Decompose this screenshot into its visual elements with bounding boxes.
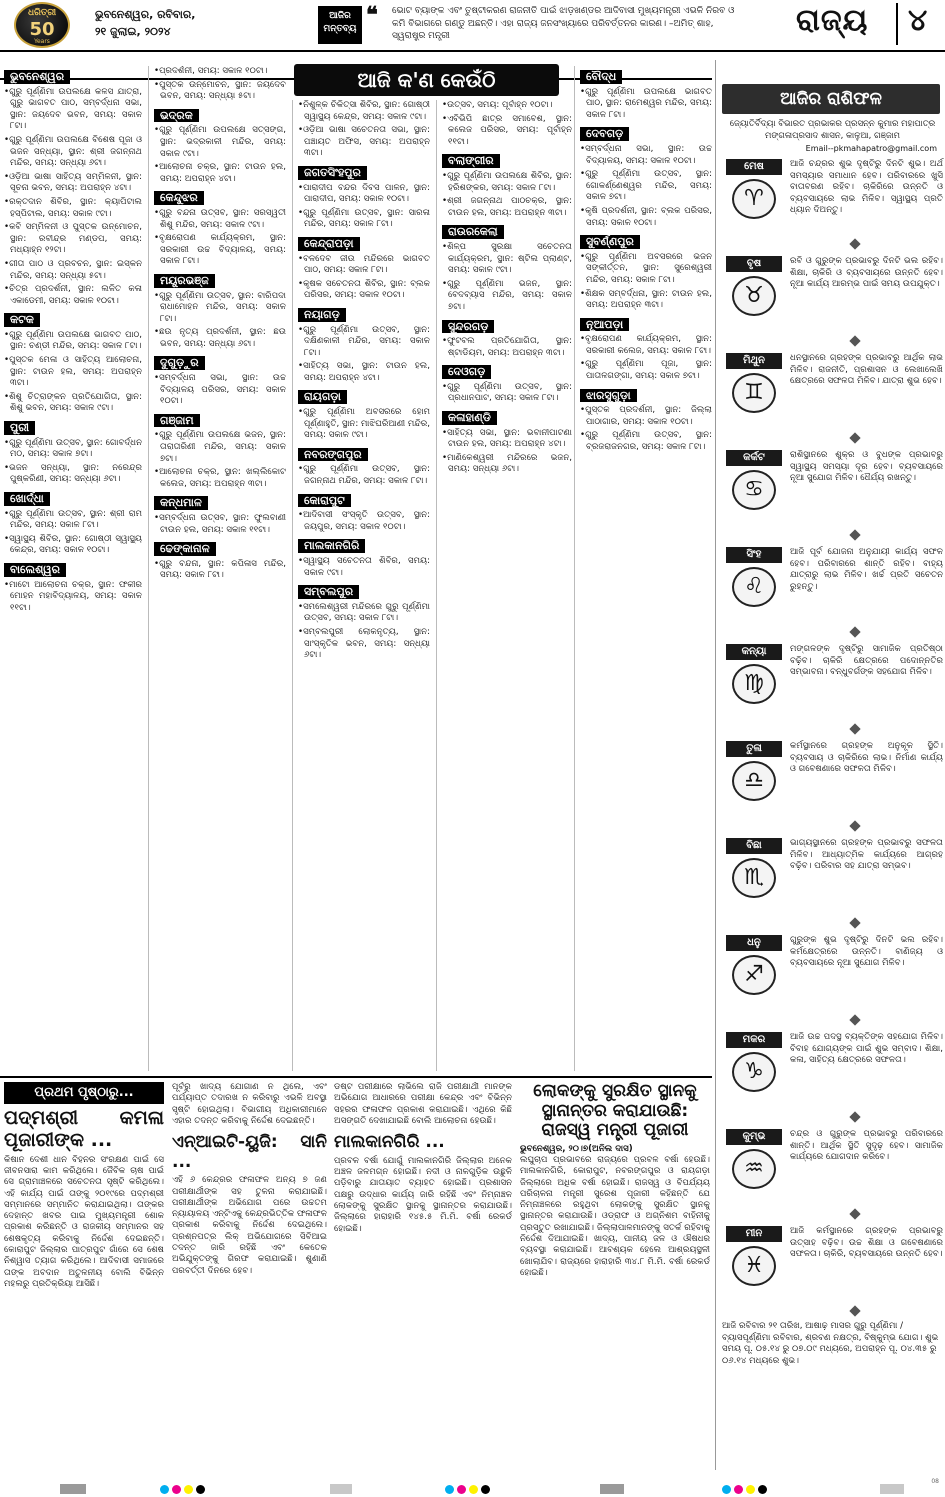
astrologer-name: ଜ୍ୟୋତିର୍ବିଦ୍ୟା ବିଭାରତ ପ୍ରଭାକର ପ୍ରସନ୍ନ କୁମାର ମହାପାତ୍ର	[729, 119, 936, 129]
continued-from-front-page-tag: ପ୍ରଥମ ପୃଷ୍ଠାରୁ...	[4, 1082, 164, 1104]
event-item: • ଓଡ଼ିଆ ଭାଷା ସାହିତ୍ୟ ସମ୍ମିଳନୀ, ସ୍ଥାନ: ସୂଚନା ଭବନ, ସମୟ: ଅପରାହ୍ନ ୪ଟା।	[4, 172, 142, 195]
event-item: • ସମ୍ବର୍ଦ୍ଧନା ଉତ୍ସବ, ସ୍ଥାନ: ଫୁଲବାଣୀ ଟାଉନ ହଲ, ସମୟ: ସକାଳ ୧୧ଟା।	[154, 513, 286, 536]
zodiac-sign-name: ବୃଷ	[726, 256, 782, 272]
event-item: • ଆଦିବାସୀ ସଂସ୍କୃତି ଉତ୍ସବ, ସ୍ଥାନ: ଜୟପୁର, ସମୟ: ସକାଳ ୧୦ଟା।	[298, 510, 430, 533]
location-heading: ଗଞ୍ଜାମ	[154, 414, 200, 428]
registration-bar	[60, 1484, 86, 1494]
location-heading: ଦେବଗଡ଼	[580, 127, 629, 141]
events-column	[436, 100, 572, 1071]
logo-title: ଧରିତ୍ରୀ	[27, 8, 57, 18]
separator-diamond-icon	[849, 723, 860, 734]
event-item: • ଗୁରୁ ପୂର୍ଣ୍ଣିମା ଅବସରରେ ହୋମ ପୂର୍ଣ୍ଣାହୁତି, ସ୍ଥାନ: ମାଝିଘରିଆଣୀ ମନ୍ଦିର, ସମୟ: ସକାଳ ୯ଟା।	[298, 407, 430, 442]
location-heading: ଢେଙ୍କାନାଳ	[154, 542, 216, 556]
libra-icon: ♎	[732, 761, 776, 801]
event-item: • ଗୁରୁ ପୂର୍ଣ୍ଣିମା ଉତ୍ସବ, ସ୍ଥାନ: ଦକ୍ଷିଣକାଳୀ ମନ୍ଦିର, ସମୟ: ସକାଳ ୮ଟା।	[298, 325, 430, 360]
event-item: • ଗୁରୁ ବନ୍ଦନା ଉତ୍ସବ, ସ୍ଥାନ: ସରସ୍ୱତୀ ଶିଶୁ ମନ୍ଦିର, ସମୟ: ସକାଳ ୯ଟା।	[154, 208, 286, 231]
dateline	[95, 6, 195, 40]
story-lead-paragraph: ଡଷ୍ଟ ପରୀକ୍ଷାରେ ଲାଭିଲେ ରାଜି ପରୀକ୍ଷାର୍ଥୀ ମାନଙ୍କ ଅଭିଯୋଗ ଆଧାରରେ ପରୀକ୍ଷା କେନ୍ଦ୍ର ଏବଂ ବିଭିନ୍ନ ସହରର ଫଳାଫଳ ପ୍ରକାଶ କରାଯାଇଛି। ଏଥିରେ କିଛି ଅସଙ୍ଗତି ଦେଖାଯାଇଛି ବୋଲି ଆଲୋଚନା ହେଉଛି।	[334, 1082, 512, 1126]
location-heading: ନବରଙ୍ଗପୁର	[298, 448, 368, 462]
event-item: • ବୃକ୍ଷରୋପଣ କାର୍ଯ୍ୟକ୍ରମ, ସ୍ଥାନ: ସରକାରୀ ଉଚ୍ଚ ବିଦ୍ୟାଳୟ, ସମୟ: ସକାଳ ୮ଟା।	[154, 233, 286, 268]
location-heading: ଝାରସୁଗୁଡ଼ା	[580, 389, 637, 403]
location-heading: ଦୁଗୁଡ଼ୁର	[154, 356, 205, 370]
zodiac-prediction: ଆଜି ପୂର୍ବ ଯୋଜନା ଅନୁଯାୟୀ କାର୍ଯ୍ୟ ସଫଳ ହେବ। ପରିବାରରେ ଶାନ୍ତି ରହିବ। ବାହ୍ୟ ଯାତ୍ରାରୁ ଲାଭ ମିଳିବ। ଖର୍ଚ୍ଚ ପ୍ରତି ସଚେତନ ରୁହନ୍ତୁ।	[790, 547, 943, 592]
events-column	[148, 66, 286, 1071]
black-dot	[758, 1485, 767, 1494]
story-headline: ମାଲକାନଗିରି ...	[334, 1132, 445, 1153]
location-heading: ଭୁବନେଶ୍ୱର	[4, 70, 70, 84]
location-heading: ରାୟଗଡ଼ା	[298, 390, 347, 404]
event-item: • ଗୁରୁ ପୂର୍ଣ୍ଣିମା ଉତ୍ସବ, ସ୍ଥାନ: ପ୍ରଧାନପାଟ, ସମୟ: ସକାଳ ୮ଟା।	[442, 382, 572, 405]
zodiac-sign-name: ଧନୁ	[726, 935, 782, 951]
story-headline: ଏନ୍‌ଆଇଟି-ୟୁଜି: ସାନି ...	[172, 1132, 327, 1172]
yellow-dot	[746, 1485, 755, 1494]
zodiac-prediction: ଆଜି ଉଚ୍ଚ ପଦସ୍ଥ ବ୍ୟକ୍ତିଙ୍କ ସହଯୋଗ ମିଳିବ। ବିବାହ ଯୋଗ୍ୟଙ୍କ ପାଇଁ ଶୁଭ ସମ୍ବାଦ। ଶିକ୍ଷା, କଳା, ସାହିତ୍ୟ କ୍ଷେତ୍ରରେ ସଫଳତା।	[790, 1032, 943, 1066]
event-item: • ଗୁରୁ ପୂର୍ଣ୍ଣିମା ପୂଜା, ସ୍ଥାନ: ପାତାଳଗଙ୍ଗା, ସମୟ: ସକାଳ ୭ଟା।	[580, 359, 712, 382]
event-item: • କୃଷି ପ୍ରଦର୍ଶନୀ, ସ୍ଥାନ: ବ୍ଲକ ପରିସର, ସମୟ: ସକାଳ ୧୦ଟା।	[580, 206, 712, 229]
zodiac-sign-entry	[722, 642, 943, 739]
event-item: • ସାହିତ୍ୟ ସଭା, ସ୍ଥାନ: ଟାଉନ ହଲ, ସମୟ: ଅପରାହ୍ନ ୪ଟା।	[298, 361, 430, 384]
event-item: • ରକ୍ତଦାନ ଶିବିର, ସ୍ଥାନ: କ୍ୟାପିଟାଲ ହସ୍ପିଟାଲ, ସମୟ: ସକାଳ ୯ଟା।	[4, 197, 142, 220]
zodiac-sign-name: କର୍କଟ	[726, 450, 782, 466]
black-dot	[481, 1485, 490, 1494]
dateline-place: ଭୁବନେଶ୍ୱର, ରବିବାର,	[95, 8, 196, 21]
location-heading: କନ୍ଧମାଳ	[154, 496, 208, 510]
separator-diamond-icon	[849, 432, 860, 443]
location-heading: ବଲାଙ୍ଗୀର	[442, 154, 500, 168]
yellow-dot	[184, 1485, 193, 1494]
quote-mark-icon: ❝	[366, 2, 378, 28]
event-item: • ମାଟୋ ଆଲୋଚନା ଚକ୍ର, ସ୍ଥାନ: ଫକୀର ମୋହନ ମହାବିଦ୍ୟାଳୟ, ସମୟ: ସକାଳ ୧୧ଟା।	[4, 580, 142, 615]
scorpio-icon: ♏	[732, 858, 776, 898]
event-item: • ପୁସ୍ତକ ପ୍ରଦର୍ଶନୀ, ସ୍ଥାନ: ଜିଲ୍ଲା ପାଠାଗାର, ସମୟ: ସକାଳ ୧୦ଟା।	[580, 405, 712, 428]
events-column	[4, 66, 142, 1071]
location-heading: କଟକ	[4, 313, 40, 327]
location-heading: ମାଲକାନଗିରି	[298, 539, 365, 553]
zodiac-sign-entry	[722, 254, 943, 351]
event-item: • ଶିଳ୍ପ ସୁରକ୍ଷା ସଚେତନତା କାର୍ଯ୍ୟକ୍ରମ, ସ୍ଥାନ: ଷ୍ଟିଲ ପ୍ଲାଣ୍ଟ, ସମୟ: ସକାଳ ୯ଟା।	[442, 242, 572, 277]
event-item: • ଉତ୍ସବ, ସମୟ: ପୂର୍ବାହ୍ନ ୧୦ଟା।	[442, 100, 572, 112]
location-heading: କେନ୍ଦ୍ରାପଡ଼ା	[298, 237, 360, 251]
location-heading: ନୟାଗଡ଼	[298, 308, 346, 322]
separator-diamond-icon	[849, 1014, 860, 1025]
zodiac-prediction: ଆଜି କର୍ମସ୍ଥାନରେ ଗ୍ରହଙ୍କ ପ୍ରଭାବରୁ ଉତ୍ସାହ ବଢ଼ିବ। ଉଚ୍ଚ ଶିକ୍ଷା ଓ ଗବେଷଣାରେ ସଫଳତା। ଚାକିରି, ବ୍ୟବସାୟରେ ଉନ୍ନତି ହେବ।	[790, 1226, 943, 1260]
event-item: • ଗୁରୁ ପୂର୍ଣ୍ଣିମା ଉପଲକ୍ଷେ ବିଶେଷ ପୂଜା ଓ ଭଜନ ସନ୍ଧ୍ୟା, ସ୍ଥାନ: ଶ୍ରୀ ଜଗନ୍ନାଥ ମନ୍ଦିର, ସମୟ: ସନ୍ଧ୍ୟା ୬ଟା।	[4, 135, 142, 170]
location-heading: ସୁନ୍ଦରଗଡ଼	[442, 320, 494, 334]
zodiac-sign-name: ତୁଳା	[726, 741, 782, 757]
zodiac-sign-entry	[722, 836, 943, 933]
registration-bar	[330, 1484, 352, 1494]
location-heading: କୋରାପୁଟ	[298, 494, 351, 508]
horoscope-column	[715, 60, 943, 1470]
zodiac-sign-entry	[722, 739, 943, 836]
aries-icon: ♈	[732, 179, 776, 219]
event-item: • ସମ୍ବର୍ଦ୍ଧନା ସଭା, ସ୍ଥାନ: ଉଚ୍ଚ ବିଦ୍ୟାଳୟ, ସମୟ: ସକାଳ ୧୦ଟା।	[580, 144, 712, 167]
event-item: • ଗୁରୁ ପୂର୍ଣ୍ଣିମା ଭଜନ, ସ୍ଥାନ: ବେଦବ୍ୟାସ ମନ୍ଦିର, ସମୟ: ସକାଳ ୭ଟା।	[442, 279, 572, 314]
event-item: • ଶିକ୍ଷକ ସମ୍ବର୍ଦ୍ଧନା, ସ୍ଥାନ: ଟାଉନ ହଲ, ସମୟ: ଅପରାହ୍ନ ୩ଟା।	[580, 289, 712, 312]
location-heading: ମୟୂରଭଞ୍ଜ	[154, 274, 215, 288]
event-item: • ଫୁଟବଲ ପ୍ରତିଯୋଗିତା, ସ୍ଥାନ: ଷ୍ଟାଡିୟମ, ସମୟ: ଅପରାହ୍ନ ୩ଟା।	[442, 336, 572, 359]
zodiac-sign-name: କନ୍ୟା	[726, 644, 782, 660]
leo-icon: ♌	[732, 567, 776, 607]
zodiac-sign-entry	[722, 545, 943, 642]
story-neet-ug	[172, 1082, 327, 1470]
location-heading: ରାଉରକେଲା	[442, 225, 504, 239]
section-title: ରାଜ୍ୟ	[796, 3, 869, 38]
events-section-title: ଆଜି କ'ଣ କେଉଁଠି	[294, 64, 559, 96]
event-item: • ଗୁରୁ ପୂର୍ଣ୍ଣିମା ଉତ୍ସବ, ସ୍ଥାନ: ସାରଳା ମନ୍ଦିର, ସମୟ: ସକାଳ ୮ଟା।	[298, 208, 430, 231]
story-malkangiri	[334, 1082, 512, 1470]
event-item: • ଗୁରୁ ପୂର୍ଣ୍ଣିମା ଉପଲକ୍ଷେ ସତ୍ସଙ୍ଗ, ସ୍ଥାନ: ଭଦ୍ରକାଳୀ ମନ୍ଦିର, ସମୟ: ସକାଳ ୯ଟା।	[154, 125, 286, 160]
logo-anniversary-number: 50	[29, 19, 55, 40]
registration-bar	[600, 1484, 624, 1494]
events-column	[292, 100, 430, 1071]
quote-of-day-text: ଭୋଟ ବ୍ୟାଙ୍କ ଏବଂ ତୁଷ୍ଟୀକରଣ ରାଜନୀତି ପାଇଁ ଝାଡ଼ଖଣ୍ଡର ଆଦିବାସୀ ମୁଖ୍ୟମନ୍ତ୍ରୀ ଏଭଳି ନିରବ ଓ କମି ବିଭାଗରେ ଗଣ୍ଡୁ ଅଛନ୍ତି। ଏହା ରାଜ୍ୟ ଜନସଂଖ୍ୟାରେ ପରିବର୍ତ୍ତନର କାରଣ। –ଅମିତ୍ ଶାହ, ସ୍ୱରାଷ୍ଟ୍ର ମନ୍ତ୍ରୀ	[392, 6, 735, 41]
quote-of-day-tag: ଆଜିର ମନ୍ତବ୍ୟ	[318, 6, 362, 44]
separator-diamond-icon	[849, 1111, 860, 1122]
dateline-date: ୨୧ ଜୁଲାଇ, ୨୦୨୪	[95, 25, 171, 38]
event-item: • ଗୁରୁ ବନ୍ଦନା, ସ୍ଥାନ: କପିଳାସ ମନ୍ଦିର, ସମୟ: ସକାଳ ୮ଟା।	[154, 559, 286, 582]
location-heading: କେନ୍ଦୁଝର	[154, 191, 204, 205]
taurus-icon: ♉	[732, 276, 776, 316]
almanac-note: ଆଜି ରବିବାର ୨୧ ତାରିଖ, ଆଷାଢ଼ ମାସର ଗୁରୁ ପୂର୍ଣ୍ଣିମା / ବ୍ୟାସପୂର୍ଣ୍ଣିମା ରବିବାର, ଶ୍ରବଣ ନକ୍ଷତ୍ର, ବିଷ୍କୁମ୍ଭ ଯୋଗ। ଶୁଭ ସମୟ ପୂ. ୦୫.୧୪ ରୁ ୦୭.୦୯ ମଧ୍ୟରେ, ଅପରାହ୍ନ ପୂ. ୦୪.୩୫ ରୁ ୦୬.୧୪ ମଧ୍ୟରେ ଶୁଭ।	[722, 1321, 939, 1366]
yellow-dot	[469, 1485, 478, 1494]
zodiac-sign-entry	[722, 933, 943, 1030]
separator-diamond-icon	[849, 820, 860, 831]
astrologer-email: Email--pkmahapatro@gmail.com	[805, 144, 937, 153]
event-item: • ସମ୍ବଲପୁରୀ ଲୋକନୃତ୍ୟ, ସ୍ଥାନ: ସାଂସ୍କୃତିକ ଭବନ, ସମୟ: ସନ୍ଧ୍ୟା ୬ଟା।	[298, 627, 430, 662]
location-heading: ବାଲେଶ୍ୱର	[4, 563, 66, 577]
zodiac-sign-entry	[722, 351, 943, 448]
story-headline: ପଦ୍ମଶ୍ରୀ କମଳା ପୂଜାରୀଙ୍କ ...	[4, 1108, 164, 1151]
cyan-dot	[722, 1485, 731, 1494]
cyan-dot	[160, 1485, 169, 1494]
story-dateline: ଭୁବନେଶ୍ୱର, ୨୦।୭(ଅନିଲ ଦାସ)	[520, 1143, 633, 1154]
zodiac-sign-entry	[722, 448, 943, 545]
logo-years-label: Years	[34, 38, 50, 45]
story-body: ଏହି ୬ କେନ୍ଦ୍ରର ଫଳାଫଳ ଅନ୍ୟ ୭ ଜଣ ପରୀକ୍ଷାର୍ଥୀଙ୍କ ସହ ତୁଳନା କରାଯାଇଛି। ପରୀକ୍ଷାର୍ଥୀଙ୍କ ଅଭିଯୋଗ ପରେ ଉଚ୍ଚତମ ନ୍ୟାୟାଳୟ ଏନ୍‌ଟିଏକୁ କେନ୍ଦ୍ରଭିତ୍ତିକ ଫଳାଫଳ ପ୍ରକାଶ କରିବାକୁ ନିର୍ଦ୍ଦେଶ ଦେଇଥିଲେ। ପ୍ରଶ୍ନପତ୍ର ଲିକ୍ ଅଭିଯୋଗରେ ସିବିଆଇ ତଦନ୍ତ ଜାରି ରହିଛି ଏବଂ କେତେକ ଅଭିଯୁକ୍ତଙ୍କୁ ଗିରଫ କରାଯାଇଛି। ଶୁଣାଣି ପରବର୍ତ୍ତୀ ଦିନରେ ହେବ।	[172, 1175, 327, 1276]
event-item: • ଗୁରୁ ପୂର୍ଣ୍ଣିମା ଉତ୍ସବ, ସ୍ଥାନ: ବାରିପଦା ରାଧାମୋହନ ମନ୍ଦିର, ସମୟ: ସକାଳ ୮ଟା।	[154, 291, 286, 326]
horoscope-title: ଆଜିର ରାଶିଫଳ	[722, 84, 940, 114]
event-item: • ମାଣିକେଶ୍ୱରୀ ମନ୍ଦିରରେ ଭଜନ, ସମୟ: ସନ୍ଧ୍ୟା ୬ଟା।	[442, 453, 572, 476]
events-column	[574, 66, 712, 1071]
story-revenue-minister	[520, 1082, 710, 1470]
page-code: 08	[931, 1478, 939, 1485]
zodiac-prediction: ଆଜି ଚନ୍ଦ୍ରର ଶୁଭ ଦୃଷ୍ଟିରୁ ଦିନଟି ଶୁଭ। ଅର୍ଥ ସମସ୍ୟାର ସମାଧାନ ହେବ। ପରିବାରରେ ଖୁସି ବାତାବରଣ ରହିବ। ଚାକିରିରେ ଉନ୍ନତି ଓ ବ୍ୟବସାୟରେ ଲାଭ ମିଳିବ। ସ୍ୱାସ୍ଥ୍ୟ ପ୍ରତି ଧ୍ୟାନ ଦିଅନ୍ତୁ।	[790, 159, 943, 216]
capricorn-icon: ♑	[732, 1052, 776, 1092]
event-item: • ଗୁରୁ ପୂର୍ଣ୍ଣିମା ଉତ୍ସବ, ସ୍ଥାନ: ଗୋକର୍ଣ୍ଣେଶ୍ୱର ମନ୍ଦିର, ସମୟ: ସକାଳ ୭ଟା।	[580, 169, 712, 204]
story-lead-paragraph: ପୂର୍ବରୁ ଖାଦ୍ୟ ଯୋଗାଣ ନ ଥିଲେ, ଏବଂ ପର୍ଯ୍ୟାପ୍ତ ତଦାରଖ ନ କରିବାରୁ ଏଭଳି ଅବସ୍ଥା ସୃଷ୍ଟି ହୋଇଥିଲା। ବିଭାଗୀୟ ଅଧିକାରୀମାନେ ଏହାର ତଦନ୍ତ କରିବାକୁ ନିର୍ଦ୍ଦେଶ ଦେଇଛନ୍ତି।	[172, 1082, 327, 1126]
zodiac-prediction: ରାଶିସ୍ଥାନରେ ଶୁକ୍ର ଓ ବୁଧଙ୍କ ପ୍ରଭାବରୁ ସ୍ୱାସ୍ଥ୍ୟ ସମସ୍ୟା ଦୂର ହେବ। ବ୍ୟବସାୟରେ ନୂଆ ସୁଯୋଗ ମିଳିବ। ଧୈର୍ଯ୍ୟ ରଖନ୍ତୁ।	[790, 450, 943, 484]
event-item: • ଗୁରୁ ପୂର୍ଣ୍ଣିମା ଉତ୍ସବ, ସ୍ଥାନ: ବ୍ରଜରାଜନଗର, ସମୟ: ସକାଳ ୮ଟା।	[580, 430, 712, 453]
location-heading: ଦେଓଗଡ଼	[442, 365, 491, 379]
zodiac-sign-name: ବିଛା	[726, 838, 782, 854]
astrologer-address: ମଙ୍ଗଳାପ୍ରସାଦ ଶାସନ, କାଳୁଆ, ଗଞ୍ଜାମ	[764, 131, 901, 141]
event-item: • ଗୁରୁ ପୂର୍ଣ୍ଣିମା ଅବସରରେ ଭଜନ ସଙ୍କୀର୍ତ୍ତନ, ସ୍ଥାନ: ସୁରେଶ୍ୱରୀ ମନ୍ଦିର, ସମୟ: ସକାଳ ୮ଟା।	[580, 252, 712, 287]
event-item: • ସାହିତ୍ୟ ସଭା, ସ୍ଥାନ: ଭବାନୀପାଟଣା ଟାଉନ ହଲ, ସମୟ: ଅପରାହ୍ନ ୪ଟା।	[442, 428, 572, 451]
event-item: • ଗୁରୁ ପୂର୍ଣ୍ଣିମା ଉତ୍ସବ, ସ୍ଥାନ: ଶ୍ରୀ ରାମ ମନ୍ଦିର, ସମୟ: ସକାଳ ୮ଟା।	[4, 509, 142, 532]
event-item: • ଗୁରୁ ପୂର୍ଣ୍ଣିମା ଉତ୍ସବ, ସ୍ଥାନ: ଜଗନ୍ନାଥ ମନ୍ଦିର, ସମୟ: ସକାଳ ୮ଟା।	[298, 464, 430, 487]
event-item: • ଗୀତା ପାଠ ଓ ପ୍ରବଚନ, ସ୍ଥାନ: ଇସ୍କନ ମନ୍ଦିର, ସମୟ: ସନ୍ଧ୍ୟା ୫ଟା।	[4, 259, 142, 282]
event-item: • ଆଲୋଚନା ଚକ୍ର, ସ୍ଥାନ: ଖଲ୍ଲିକୋଟ କଲେଜ, ସମୟ: ଅପରାହ୍ନ ୩ଟା।	[154, 467, 286, 490]
event-item: • ଛଉ ନୃତ୍ୟ ପ୍ରଦର୍ଶନୀ, ସ୍ଥାନ: ଛଉ ଭବନ, ସମୟ: ସନ୍ଧ୍ୟା ୬ଟା।	[154, 327, 286, 350]
event-item: • ଭଜନ ସନ୍ଧ୍ୟା, ସ୍ଥାନ: ନରେନ୍ଦ୍ର ପୁଷ୍କରିଣୀ, ସମୟ: ସନ୍ଧ୍ୟା ୬ଟା।	[4, 463, 142, 486]
event-item: • ଗୁରୁ ପୂର୍ଣ୍ଣିମା ଉତ୍ସବ, ସ୍ଥାନ: ଗୋବର୍ଦ୍ଧନ ମଠ, ସମୟ: ସକାଳ ୭ଟା।	[4, 438, 142, 461]
zodiac-sign-name: ମେଷ	[726, 159, 782, 175]
location-heading: ସମ୍ବଲପୁର	[298, 585, 359, 599]
separator-diamond-icon	[849, 529, 860, 540]
story-body: ଲଘୁଚାପ ପ୍ରଭାବରେ ରାଜ୍ୟରେ ପ୍ରବଳ ବର୍ଷା ହେଉଛି। ମାଲକାନଗିରି, କୋରାପୁଟ, ନବରଙ୍ଗପୁର ଓ ରାୟଗଡ଼ା ଜିଲ୍ଲାରେ ଅଧିକ ବର୍ଷା ହୋଇଛି। ରାଜସ୍ୱ ଓ ବିପର୍ଯ୍ୟୟ ପରିଚାଳନା ମନ୍ତ୍ରୀ ସୁରେଶ ପୂଜାରୀ କହିଛନ୍ତି ଯେ ନିମ୍ନାଞ୍ଚଳରେ ରହୁଥିବା ଲୋକଙ୍କୁ ସୁରକ୍ଷିତ ସ୍ଥାନକୁ ସ୍ଥାନାନ୍ତର କରାଯାଉଛି। ଓଡ୍ରାଫ ଓ ଅଗ୍ନିଶମ ବାହିନୀକୁ ପ୍ରସ୍ତୁତ ରଖାଯାଇଛି। ଜିଲ୍ଲାପାଳମାନଙ୍କୁ ସତର୍କ ରହିବାକୁ ନିର୍ଦ୍ଦେଶ ଦିଆଯାଇଛି। ଖାଦ୍ୟ, ପାନୀୟ ଜଳ ଓ ଔଷଧର ବ୍ୟବସ୍ଥା କରାଯାଇଛି। ଆବଶ୍ୟକ ହେଲେ ଆଶ୍ରୟସ୍ଥଳୀ ଖୋଲାଯିବ। ରାଜ୍ୟରେ ହାରାହାରି ୩୪.୮ ମି.ମି. ବର୍ଷା ରେକର୍ଡ ହୋଇଛି।	[520, 1154, 710, 1278]
separator-diamond-icon	[849, 626, 860, 637]
location-heading: ବୌଦ୍ଧ	[580, 70, 622, 84]
zodiac-sign-entry	[722, 1224, 943, 1321]
event-item: • ସ୍ୱାସ୍ଥ୍ୟ ଶିବିର, ସ୍ଥାନ: ଗୋଷ୍ଠୀ ସ୍ୱାସ୍ଥ୍ୟ କେନ୍ଦ୍ର, ସମୟ: ସକାଳ ୧୦ଟା।	[4, 534, 142, 557]
zodiac-prediction: ଭାଗ୍ୟସ୍ଥାନରେ ଗ୍ରହଙ୍କ ପ୍ରଭାବରୁ ସଫଳତା ମିଳିବ। ଆଧ୍ୟାତ୍ମିକ କାର୍ଯ୍ୟରେ ଆଗ୍ରହ ବଢ଼ିବ। ପରିବାର ସହ ଯାତ୍ରା ସମ୍ଭବ।	[790, 838, 943, 872]
zodiac-prediction: ରବି ଓ ଗୁରୁଙ୍କ ପ୍ରଭାବରୁ ଦିନଟି ଭଲ ରହିବ। ଶିକ୍ଷା, ଚାକିରି ଓ ବ୍ୟବସାୟରେ ଉନ୍ନତି ହେବ। ନୂଆ କାର୍ଯ୍ୟ ଆରମ୍ଭ ପାଇଁ ସମୟ ଉପଯୁକ୍ତ।	[790, 256, 943, 290]
location-heading: ଭଦ୍ରକ	[154, 109, 199, 123]
zodiac-prediction: ଗୁରୁଙ୍କ ଶୁଭ ଦୃଷ୍ଟିରୁ ଦିନଟି ଭଲ ରହିବ। କର୍ମକ୍ଷେତ୍ରରେ ଉନ୍ନତି। ବାଣିଜ୍ୟ ଓ ବ୍ୟବସାୟରେ ନୂଆ ସୁଯୋଗ ମିଳିବ।	[790, 935, 943, 969]
registration-bar	[880, 1484, 904, 1494]
event-item: • ଚିତ୍ର ପ୍ରଦର୍ଶନୀ, ସ୍ଥାନ: ଲଳିତ କଳା ଏକାଡେମୀ, ସମୟ: ସକାଳ ୧୦ଟା।	[4, 284, 142, 307]
event-item: • ପୁସ୍ତକ ଉନ୍ମୋଚନ, ସ୍ଥାନ: ଜୟଦେବ ଭବନ, ସମୟ: ସନ୍ଧ୍ୟା ୫ଟା।	[154, 80, 286, 103]
magenta-dot	[734, 1485, 743, 1494]
page-masthead	[0, 0, 945, 52]
event-item: • ନିଶୁଳ୍କ ଚିକିତ୍ସା ଶିବିର, ସ୍ଥାନ: ଗୋଷ୍ଠୀ ସ୍ୱାସ୍ଥ୍ୟ କେନ୍ଦ୍ର, ସମୟ: ସକାଳ ୯ଟା।	[298, 100, 430, 123]
event-item: • ଶ୍ରୀ ଜଗନ୍ନାଥ ପାଠଚକ୍ର, ସ୍ଥାନ: ଟାଉନ ହଲ, ସମୟ: ଅପରାହ୍ନ ୩ଟା।	[442, 196, 572, 219]
zodiac-prediction: ମଙ୍ଗଳଙ୍କ ଦୃଷ୍ଟିରୁ ସାମାଜିକ ପ୍ରତିଷ୍ଠା ବଢ଼ିବ। ଚାକିରି କ୍ଷେତ୍ରରେ ପଦୋନ୍ନତିର ସମ୍ଭାବନା। ବନ୍ଧୁବର୍ଗଙ୍କ ସହଯୋଗ ମିଳିବ।	[790, 644, 943, 678]
story-body: ପ୍ରବଳ ବର୍ଷା ଯୋଗୁଁ ମାଲକାନଗିରି ଜିଲ୍ଲାର ଅନେକ ଅଞ୍ଚଳ ଜଳମଗ୍ନ ହୋଇଛି। ନଦୀ ଓ ନାଳଗୁଡ଼ିକ ଉଛୁଳି ପଡ଼ିବାରୁ ଯାତାୟାତ ବ୍ୟାହତ ହୋଇଛି। ପ୍ରଶାସନ ପକ୍ଷରୁ ଉଦ୍ଧାର କାର୍ଯ୍ୟ ଜାରି ରହିଛି ଏବଂ ନିମ୍ନାଞ୍ଚଳ ଲୋକଙ୍କୁ ସୁରକ୍ଷିତ ସ୍ଥାନକୁ ସ୍ଥାନାନ୍ତର କରାଯାଉଛି। ଜିଲ୍ଲାରେ ହାରାହାରି ୧୪୫.୫ ମି.ମି. ବର୍ଷା ରେକର୍ଡ ହୋଇଛି।	[334, 1155, 512, 1234]
zodiac-prediction: ଧନସ୍ଥାନରେ ଗ୍ରହଙ୍କ ପ୍ରଭାବରୁ ଆର୍ଥିକ ଲାଭ ମିଳିବ। ରାଜନୀତି, ପ୍ରଶାସନ ଓ ଲେଖାଲେଖି କ୍ଷେତ୍ରରେ ସଫଳତା ମିଳିବ। ଯାତ୍ରା ଶୁଭ ହେବ।	[790, 353, 943, 387]
zodiac-sign-name: ସିଂହ	[726, 547, 782, 563]
location-heading: ନୂଆପଡ଼ା	[580, 318, 629, 332]
event-item: • ସମଲେଶ୍ୱରୀ ମନ୍ଦିରରେ ଗୁରୁ ପୂର୍ଣ୍ଣିମା ଉତ୍ସବ, ସମୟ: ସକାଳ ୮ଟା।	[298, 602, 430, 625]
separator-diamond-icon	[849, 238, 860, 249]
event-item: • ଆଲୋଚନା ଚକ୍ର, ସ୍ଥାନ: ଟାଉନ ହଲ, ସମୟ: ଅପରାହ୍ନ ୪ଟା।	[154, 162, 286, 185]
event-item: • ଗୁରୁ ପୂର୍ଣ୍ଣିମା ଉପଲକ୍ଷେ କଳସ ଯାତ୍ରା, ଗୁରୁ ଭାଗବତ ପାଠ, ସମ୍ବର୍ଦ୍ଧନା ସଭା, ସ୍ଥାନ: ଜୟଦେବ ଭବନ, ସମୟ: ସକାଳ ୮ଟା।	[4, 87, 142, 133]
cyan-dot	[445, 1485, 454, 1494]
story-body: କିଷାନ ଦେଶୀ ଧାନ ବିହନର ସଂରକ୍ଷଣ ପାଇଁ ସେ ଜୀବନସାରା କାମ କରିଥିଲେ। ଜୈବିକ ଚାଷ ପାଇଁ ସେ ଗ୍ରାମାଞ୍ଚଳରେ ସଚେତନତା ସୃଷ୍ଟି କରିଥିଲେ। ଏହି କାର୍ଯ୍ୟ ପାଇଁ ତାଙ୍କୁ ୨୦୧୯ରେ ପଦ୍ମଶ୍ରୀ ସମ୍ମାନରେ ସମ୍ମାନିତ କରାଯାଇଥିଲା। ତାଙ୍କର ଦେହାନ୍ତ ଖବର ପାଇ ମୁଖ୍ୟମନ୍ତ୍ରୀ ଶୋକ ପ୍ରକାଶ କରିଛନ୍ତି ଓ ରାଜକୀୟ ସମ୍ମାନର ସହ ଶେଷକୃତ୍ୟ କରିବାକୁ ନିର୍ଦ୍ଦେଶ ଦେଇଛନ୍ତି। କୋରାପୁଟ ଜିଲ୍ଲାର ପାତ୍ରପୁଟ ଗାଁରେ ସେ ଶେଷ ନିଶ୍ୱାସ ତ୍ୟାଗ କରିଥିଲେ। ଆଦିବାସୀ ସମାଜରେ ତାଙ୍କ ଅବଦାନ ଅତୁଳନୀୟ ବୋଲି ବିଭିନ୍ନ ମହଲରୁ ପ୍ରତିକ୍ରିୟା ଆସିଛି।	[4, 1154, 164, 1289]
event-item: • ଶିଶୁ ଚିତ୍ରାଙ୍କନ ପ୍ରତିଯୋଗିତା, ସ୍ଥାନ: ଶିଶୁ ଭବନ, ସମୟ: ସକାଳ ୯ଟା।	[4, 392, 142, 415]
print-color-bar	[0, 1476, 945, 1497]
sagittarius-icon: ♐	[732, 955, 776, 995]
event-item: • ଗୁରୁ ପୂର୍ଣ୍ଣିମା ଉପଲକ୍ଷେ ଭାଗବତ ପାଠ, ସ୍ଥାନ: ଚଣ୍ଡୀ ମନ୍ଦିର, ସମୟ: ସକାଳ ୮ଟା।	[4, 330, 142, 353]
event-item: • ପ୍ରଦର୍ଶନୀ, ସମୟ: ସକାଳ ୧୦ଟା।	[154, 66, 286, 78]
location-heading: ପୁରୀ	[4, 421, 35, 435]
event-item: • ଗୁରୁ ପୂର୍ଣ୍ଣିମା ଉପଲକ୍ଷେ ଭାଗବତ ପାଠ, ସ୍ଥାନ: ରାମେଶ୍ୱର ମନ୍ଦିର, ସମୟ: ସକାଳ ୮ଟା।	[580, 87, 712, 122]
location-heading: ସୁବର୍ଣ୍ଣପୁର	[580, 235, 640, 249]
separator-diamond-icon	[849, 917, 860, 928]
gemini-icon: ♊	[732, 373, 776, 413]
location-heading: ଜଗତସିଂହପୁର	[298, 166, 367, 180]
zodiac-prediction: ଚନ୍ଦ୍ର ଓ ଗୁରୁଙ୍କ ପ୍ରଭାବରୁ ପରିବାରରେ ଶାନ୍ତି। ଆର୍ଥିକ ସ୍ଥିତି ସୁଦୃଢ଼ ହେବ। ସାମାଜିକ କାର୍ଯ୍ୟରେ ଯୋଗଦାନ କରିବେ।	[790, 1129, 943, 1163]
magenta-dot	[172, 1485, 181, 1494]
zodiac-sign-entry	[722, 1127, 943, 1224]
separator-diamond-icon	[849, 1208, 860, 1219]
zodiac-sign-name: ମିଥୁନ	[726, 353, 782, 369]
newspaper-logo	[14, 2, 70, 48]
cancer-icon: ♋	[732, 470, 776, 510]
event-item: • ବୃକ୍ଷରୋପଣ କାର୍ଯ୍ୟକ୍ରମ, ସ୍ଥାନ: ସରକାରୀ କଲେଜ, ସମୟ: ସକାଳ ୮ଟା।	[580, 334, 712, 357]
aquarius-icon: ♒	[732, 1149, 776, 1189]
zodiac-prediction: କର୍ମସ୍ଥାନରେ ଗ୍ରହଙ୍କ ଅନୁକୂଳ ସ୍ଥିତି। ବ୍ୟବସାୟ ଓ ଚାକିରିରେ ଲାଭ। ନିର୍ମାଣ କାର୍ଯ୍ୟ ଓ ଗବେଷଣାରେ ସଫଳତା ମିଳିବ।	[790, 741, 943, 775]
page-number: ୪	[896, 3, 927, 45]
zodiac-sign-name: ମୀନ	[726, 1226, 782, 1242]
event-item: • ବଳଦେବ ଜୀଉ ମନ୍ଦିରରେ ଭାଗବତ ପାଠ, ସମୟ: ସକାଳ ୮ଟା।	[298, 254, 430, 277]
event-item: • କବି ସମ୍ମିଳନୀ ଓ ପୁସ୍ତକ ଉନ୍ମୋଚନ, ସ୍ଥାନ: ରବୀନ୍ଦ୍ର ମଣ୍ଡପ, ସମୟ: ମଧ୍ୟାହ୍ନ ୧୨ଟା।	[4, 222, 142, 257]
zodiac-sign-name: ମକର	[726, 1032, 782, 1048]
story-headline: ଲୋକଙ୍କୁ ସୁରକ୍ଷିତ ସ୍ଥାନକୁ ସ୍ଥାନାନ୍ତର କରାଯାଉଛି: ରାଜସ୍ୱ ମନ୍ତ୍ରୀ ପୂଜାରୀ	[533, 1082, 697, 1141]
story-kamala-pujari	[4, 1108, 164, 1470]
event-item: • ସମ୍ବର୍ଦ୍ଧନା ସଭା, ସ୍ଥାନ: ଉଚ୍ଚ ବିଦ୍ୟାଳୟ ପରିସର, ସମୟ: ସକାଳ ୧୦ଟା।	[154, 373, 286, 408]
magenta-dot	[457, 1485, 466, 1494]
zodiac-sign-entry	[722, 1030, 943, 1127]
zodiac-sign-list	[722, 157, 943, 1321]
event-item: • ପାରାଦୀପ ବନ୍ଦର ଦିବସ ପାଳନ, ସ୍ଥାନ: ପାରାଦୀପ, ସମୟ: ସକାଳ ୧୦ଟା।	[298, 183, 430, 206]
location-heading: କଳାହାଣ୍ଡି	[442, 411, 497, 425]
event-item: • ଗୁରୁ ପୂର୍ଣ୍ଣିମା ଉପଲକ୍ଷେ ଶିବିର, ସ୍ଥାନ: ହରିଶଙ୍କର, ସମୟ: ସକାଳ ୮ଟା।	[442, 171, 572, 194]
event-item: • ସ୍ୱାସ୍ଥ୍ୟ ସଚେତନତା ଶିବିର, ସମୟ: ସକାଳ ୯ଟା।	[298, 556, 430, 579]
black-dot	[196, 1485, 205, 1494]
event-item: • ଗୁରୁ ପୂର୍ଣ୍ଣିମା ଉପଲକ୍ଷେ ଭଜନ, ସ୍ଥାନ: ତାରାତାରିଣୀ ମନ୍ଦିର, ସମୟ: ସକାଳ ୭ଟା।	[154, 430, 286, 465]
event-item: • ପୁସ୍ତକ ମେଳା ଓ ସାହିତ୍ୟ ଆଲୋଚନା, ସ୍ଥାନ: ଟାଉନ ହଲ, ସମୟ: ଅପରାହ୍ନ ୩ଟା।	[4, 355, 142, 390]
virgo-icon: ♍	[732, 664, 776, 704]
pisces-icon: ♓	[732, 1246, 776, 1286]
separator-diamond-icon	[849, 335, 860, 346]
zodiac-sign-entry	[722, 157, 943, 254]
event-item: • ଓଡ଼ିଆ ଭାଷା ସଚେତନତା ସଭା, ସ୍ଥାନ: ପଞ୍ଚାୟତ ଅଫିସ, ସମୟ: ଅପରାହ୍ନ ୩ଟା।	[298, 125, 430, 160]
location-heading: ଖୋର୍ଦ୍ଧା	[4, 492, 50, 506]
bottom-section-rule	[0, 1076, 712, 1078]
event-item: • ଏବିଭିପି ଛାତ୍ର ସମାବେଶ, ସ୍ଥାନ: କଲେଜ ପରିସର, ସମୟ: ପୂର୍ବାହ୍ନ ୧୧ଟା।	[442, 114, 572, 149]
separator-diamond-icon	[849, 1305, 860, 1316]
event-item: • କୃଷକ ସଚେତନତା ଶିବିର, ସ୍ଥାନ: ବ୍ଲକ ପରିସର, ସମୟ: ସକାଳ ୧୦ଟା।	[298, 279, 430, 302]
zodiac-sign-name: କୁମ୍ଭ	[726, 1129, 782, 1145]
